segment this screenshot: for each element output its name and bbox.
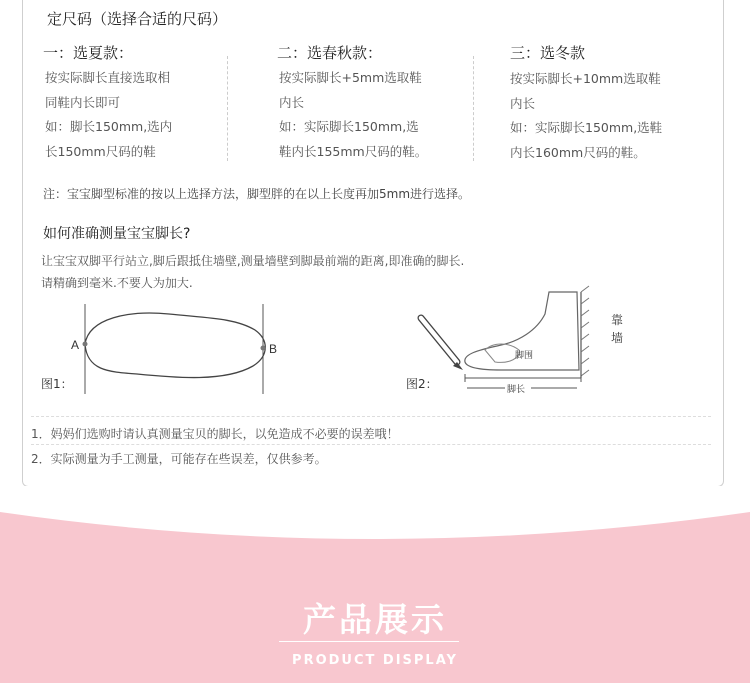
figure1-label: 图1： xyxy=(41,377,73,391)
text-line: 内长 xyxy=(510,95,536,111)
text-line: 如：实际脚长150mm,选 xyxy=(279,119,419,134)
section-title: 定尺码（选择合适的尺码） xyxy=(47,10,228,28)
text-line: 同鞋内长即可 xyxy=(45,94,121,110)
banner-divider xyxy=(279,641,459,642)
text-line: 内长160mm尺码的鞋。 xyxy=(510,144,646,160)
divider xyxy=(31,444,711,445)
point-b-label: B xyxy=(269,342,277,356)
banner-curve xyxy=(0,486,750,546)
column-spring-text xyxy=(279,66,427,164)
column-spring-heading: 二：选春秋款： xyxy=(277,44,383,62)
wall-label-2: 墙 xyxy=(611,331,624,345)
text-line: 长150mm尺码的鞋 xyxy=(45,143,156,159)
divider xyxy=(31,416,711,417)
column-summary-text xyxy=(45,66,172,164)
measure-heading: 如何准确测量宝宝脚长? xyxy=(43,226,191,242)
column-summary-heading: 一：选夏款： xyxy=(43,44,134,62)
banner-title: 产品展示 xyxy=(303,600,447,639)
foot-length-label: 脚长 xyxy=(507,385,526,395)
column-winter-text xyxy=(510,67,662,165)
text-line: 如：脚长150mm,选内 xyxy=(45,119,173,134)
tip-error: 2．实际测量为手工测量，可能存在些误差，仅供参考。 xyxy=(31,452,327,466)
text-line: 按实际脚长+5mm选取鞋 xyxy=(279,70,422,85)
text-line: 按实际脚长+10mm选取鞋 xyxy=(510,71,661,86)
foot-circumference-label: 脚围 xyxy=(515,351,534,361)
column-winter-heading: 三：选冬款 xyxy=(510,44,586,62)
text-line: 鞋内长155mm尺码的鞋。 xyxy=(279,143,428,159)
tip-measure: 1．妈妈们选购时请认真测量宝贝的脚长，以免造成不必要的误差哦！ xyxy=(31,427,399,441)
figure2-label: 图2： xyxy=(406,377,438,391)
text-line: 内长 xyxy=(279,94,305,110)
wall-label-1: 靠 xyxy=(611,313,624,327)
text-line: 让宝宝双脚平行站立,脚后跟抵住墙壁,测量墙壁到脚最前端的距离,即准确的脚长. xyxy=(41,254,465,268)
text-line: 按实际脚长直接选取相 xyxy=(45,70,171,85)
column-divider xyxy=(473,56,474,161)
foot-measure-figure xyxy=(401,284,651,400)
text-line: 如：实际脚长150mm,选鞋 xyxy=(510,120,663,135)
footprint-figure xyxy=(37,300,277,400)
banner-subtitle: PRODUCT DISPLAY xyxy=(292,653,458,668)
size-guide-card xyxy=(22,0,724,487)
column-divider xyxy=(227,56,228,161)
fit-note: 注：宝宝脚型标准的按以上选择方法，脚型胖的在以上长度再加5mm进行选择。 xyxy=(43,187,471,201)
point-a-label: A xyxy=(71,338,80,352)
text-line: 请精确到毫米.不要人为加大. xyxy=(41,276,193,290)
